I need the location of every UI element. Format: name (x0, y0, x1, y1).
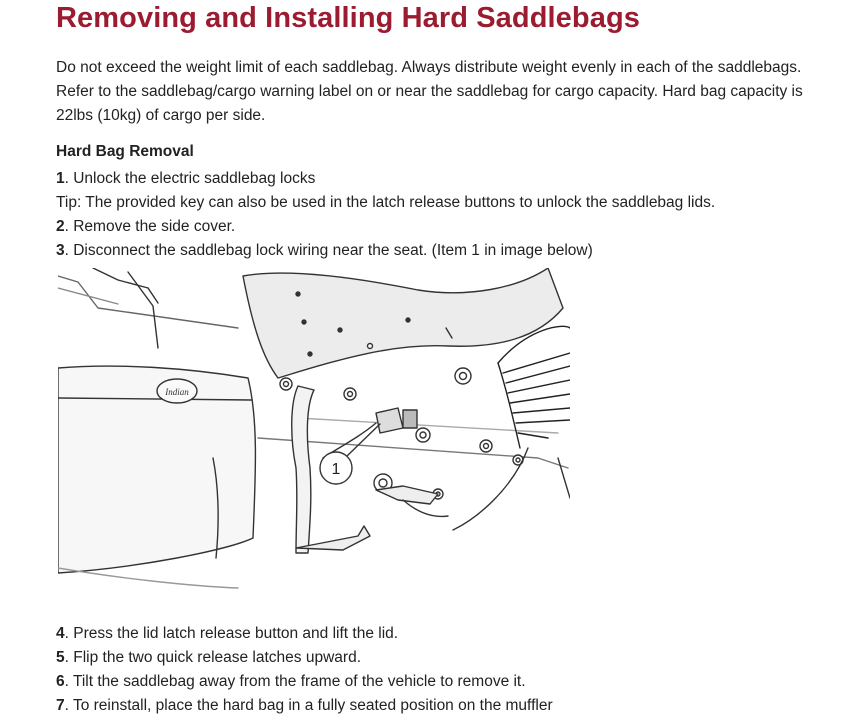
guard-rail (292, 386, 314, 553)
saddlebag-body (58, 366, 255, 573)
step-number: 3 (56, 242, 65, 259)
step-number: 2 (56, 218, 65, 235)
step-4 (56, 622, 398, 646)
step-5 (56, 646, 361, 670)
step-text: . Disconnect the saddlebag lock wiring near the seat. (Item 1 in image below) (64, 242, 593, 259)
tip-text: Tip: The provided key can also be used in the latch release buttons to unlock the saddlebag lids. (56, 194, 716, 211)
step-number: 1 (56, 170, 65, 187)
step-text: . Flip the two quick release latches upward. (64, 649, 361, 666)
intro-paragraph: Do not exceed the weight limit of each saddlebag. Always distribute weight evenly in each of the saddlebags. Refer to the saddlebag/cargo warning label on or near the saddlebag for cargo capacity. Hard bag capacity is 22lbs (10kg) of cargo per side. (56, 59, 803, 124)
step-3 (56, 239, 593, 263)
step-7 (56, 694, 553, 718)
step-text: . Tilt the saddlebag away from the frame of the vehicle to remove it. (64, 673, 526, 690)
step-number: 4 (56, 625, 65, 642)
step-text: . To reinstall, place the hard bag in a fully seated position on the muffler (64, 697, 553, 714)
step-text: . Press the lid latch release button and lift the lid. (64, 625, 399, 642)
step-text: . Remove the side cover. (64, 218, 236, 235)
step-number: 6 (56, 673, 65, 690)
badge-text: Indian (165, 387, 189, 397)
step-6 (56, 670, 526, 694)
step-2 (56, 215, 235, 239)
step-number: 7 (56, 697, 65, 714)
step-number: 5 (56, 649, 65, 666)
wiring-connector (376, 408, 403, 433)
step-text: . Unlock the electric saddlebag locks (64, 170, 316, 187)
saddlebag-wiring-illustration (58, 268, 570, 596)
section-heading-removal: Hard Bag Removal (56, 143, 194, 160)
step-1 (56, 167, 315, 191)
page-title: Removing and Installing Hard Saddlebags (56, 2, 640, 34)
seat-outline (243, 268, 563, 378)
callout-number: 1 (331, 461, 341, 478)
